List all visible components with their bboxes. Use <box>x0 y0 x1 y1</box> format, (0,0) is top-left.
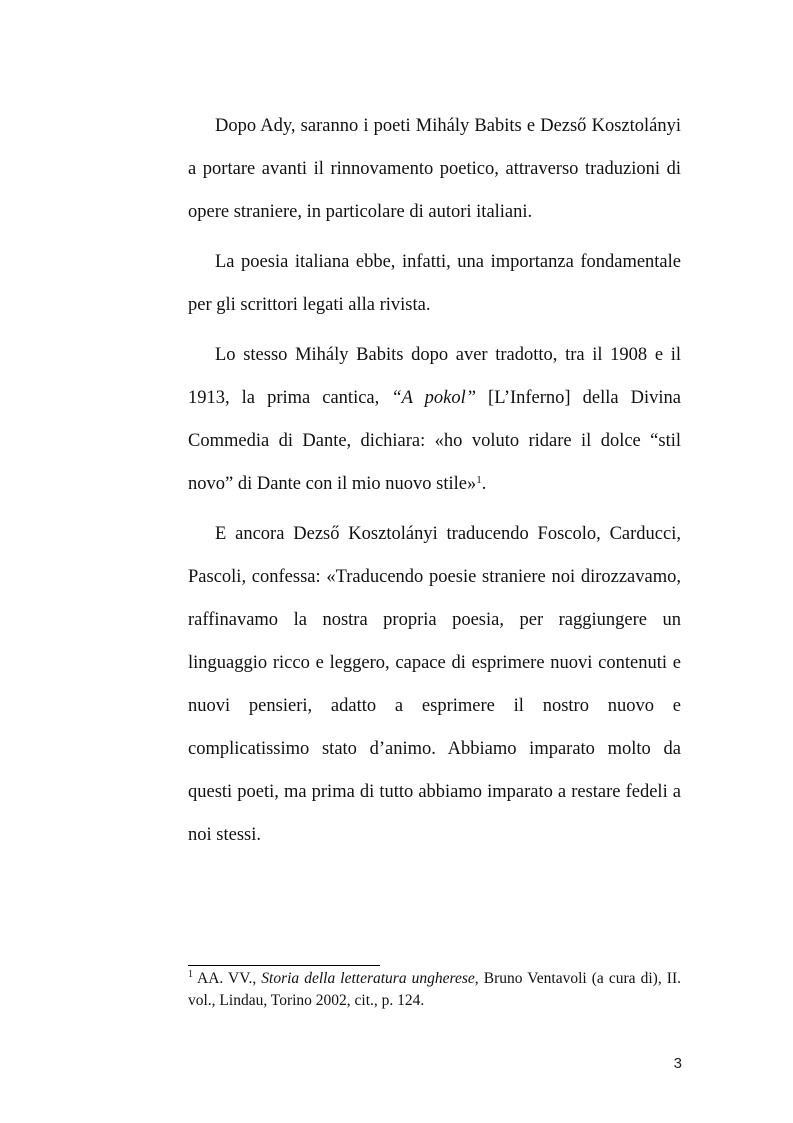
footnote-number: 1 <box>188 968 193 980</box>
footnote-suffix: , Bruno Ventavoli (a cura di), II. vol., Lindau, Torino 2002, cit., p. 124. <box>188 970 681 1009</box>
footnote-reference[interactable]: 1 <box>476 473 482 486</box>
paragraph-3-text-c: . <box>481 474 487 494</box>
body-text <box>188 105 681 857</box>
paragraph-2: La poesia italiana ebbe, infatti, una importanza fondamentale per gli scrittori legati alla rivista. <box>188 252 681 315</box>
work-title: “A pokol” <box>391 388 477 408</box>
footnote <box>188 968 681 1012</box>
footnote-book-title: Storia della letteratura ungherese <box>261 970 475 987</box>
paragraph-3-text-b: [L’Inferno] della Divina Commedia di Dante, dichiara: «ho voluto ridare il dolce “stil novo” di Dante con il mio nuovo stile» <box>188 388 681 494</box>
paragraph-1: Dopo Ady, saranno i poeti Mihály Babits e Dezső Kosztolányi a portare avanti il rinnovamento poetico, attraverso traduzioni di opere straniere, in particolare di autori italiani. <box>188 116 681 222</box>
paragraph-3-text-a: Lo stesso Mihály Babits dopo aver tradotto, tra il 1908 e il 1913, la prima cantica, <box>188 345 681 408</box>
footnote-separator <box>188 965 380 966</box>
paragraph-4: E ancora Dezső Kosztolányi traducendo Foscolo, Carducci, Pascoli, confessa: «Traducendo poesie straniere noi dirozzavamo, raffinavamo la nostra propria poesia, per raggiungere un linguaggio ricco e leggero, capace di esprimere nuovi contenuti e nuovi pensieri, adatto a esprimere il nostro nuovo e complicatissimo stato d’animo. Abbiamo imparato molto da questi poeti, ma prima di tutto abbiamo imparato a restare fedeli a noi stessi. <box>188 524 681 845</box>
footnote-prefix: AA. VV., <box>197 970 262 987</box>
paragraph-3 <box>188 334 681 506</box>
page-number: 3 <box>673 1055 682 1072</box>
